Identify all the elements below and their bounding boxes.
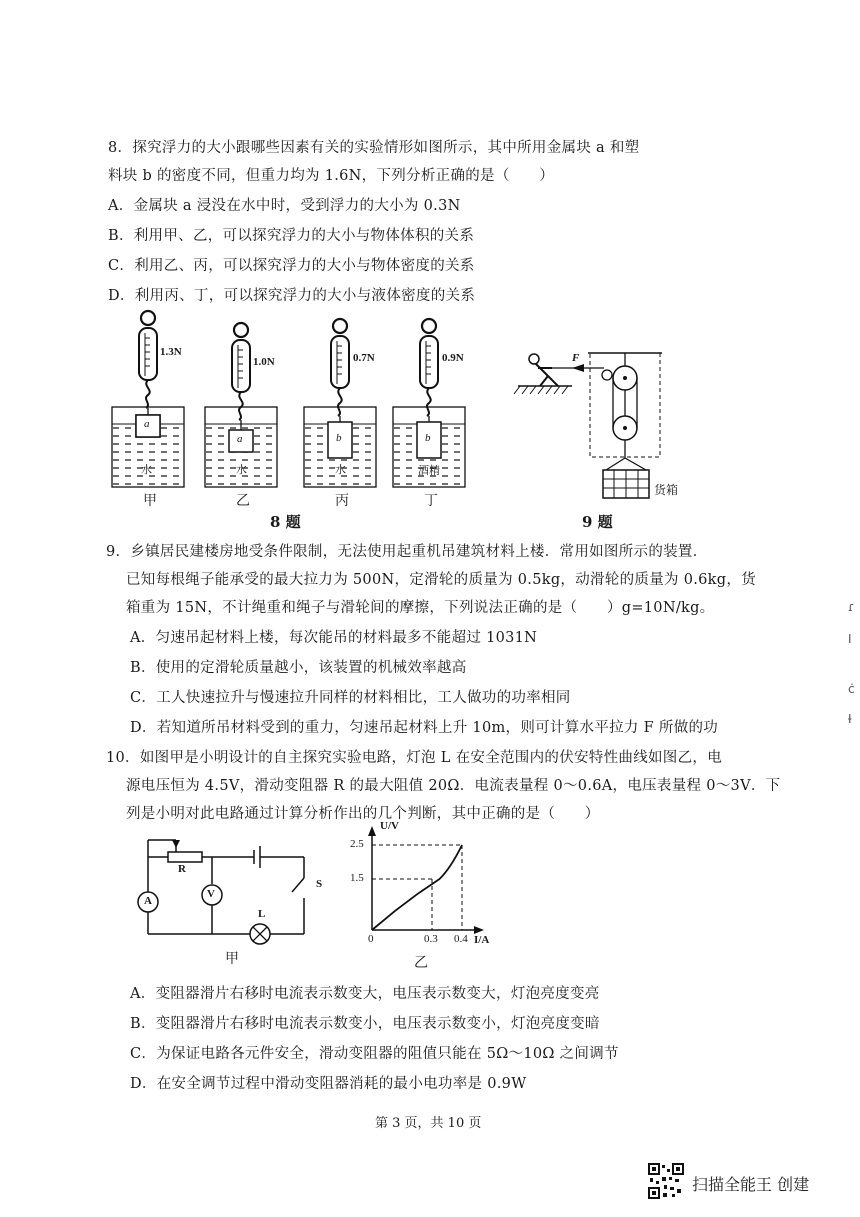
q9-option-b: B．使用的定滑轮质量越小，该装置的机械效率越高 <box>130 660 467 676</box>
caption-yi: 乙 <box>236 493 250 509</box>
graph-xtick-0-4: 0.4 <box>454 933 468 945</box>
switch-label: S <box>316 878 323 890</box>
q8-option-c: C．利用乙、丙，可以探究浮力的大小与物体密度的关系 <box>108 258 475 274</box>
qr-code-icon <box>648 1163 684 1199</box>
voltmeter-label: V <box>207 888 215 900</box>
q8-stem-line2: 料块 b 的密度不同，但重力均为 1.6N，下列分析正确的是（ ） <box>108 168 555 184</box>
page-footer: 第 3 页，共 10 页 <box>375 1116 482 1131</box>
graph-ylabel: U/V <box>380 820 399 832</box>
q10-option-d: D．在安全调节过程中滑动变阻器消耗的最小电功率是 0.9W <box>130 1076 527 1092</box>
q10-stem-line1: 10．如图甲是小明设计的自主探究实验电路，灯泡 L 在安全范围内的伏安特性曲线如图乙，电 <box>106 750 722 766</box>
q9-option-d: D．若知道所吊材料受到的重力，匀速吊起材料上升 10m，则可计算水平拉力 F 所做的功 <box>130 720 719 736</box>
q10-option-c: C．为保证电路各元件安全，滑动变阻器的阻值只能在 5Ω～10Ω 之间调节 <box>130 1046 619 1062</box>
q10-option-b: B．变阻器滑片右移时电流表示数变小，电压表示数变小，灯泡亮度变暗 <box>130 1016 600 1032</box>
edge-mark-1: ɾ <box>848 600 855 614</box>
q9-option-c: C．工人快速拉升与慢速拉升同样的材料相比，工人做功的功率相同 <box>130 690 571 706</box>
block-b-3: b <box>336 432 342 444</box>
scale-4-reading: 0.9N <box>442 352 464 364</box>
q10-iv-graph <box>368 826 484 934</box>
scale-1-reading: 1.3N <box>160 346 182 358</box>
q9-figure-caption: 9 题 <box>582 513 613 531</box>
scanner-brand: 扫描全能王 创建 <box>692 1175 810 1194</box>
q10-stem-line3: 列是小明对此电路通过计算分析作出的几个判断，其中正确的是（ ） <box>126 806 600 822</box>
q9-stem-line2: 已知每根绳子能承受的最大拉力为 500N，定滑轮的质量为 0.5kg，动滑轮的质量为 0.6kg，货 <box>126 572 756 588</box>
q8-option-a: A．金属块 a 浸没在水中时，受到浮力的大小为 0.3N <box>108 198 461 214</box>
crate-label: 货箱 <box>654 483 679 497</box>
q10-option-a: A．变阻器滑片右移时电流表示数变大，电压表示数变大，灯泡亮度变亮 <box>130 986 600 1002</box>
ammeter-label: A <box>144 895 152 907</box>
force-label: F <box>572 352 580 364</box>
graph-caption: 乙 <box>414 955 428 971</box>
q9-stem-line3: 箱重为 15N，不计绳重和绳子与滑轮间的摩擦，下列说法正确的是（ ）g=10N/kg。 <box>126 600 715 616</box>
block-a-1: a <box>144 418 150 430</box>
resistor-label: R <box>178 863 186 875</box>
graph-xtick-0-3: 0.3 <box>424 933 438 945</box>
q9-stem-line1: 9．乡镇居民建楼房地受条件限制，无法使用起重机吊建筑材料上楼．常用如图所示的装置． <box>106 544 708 560</box>
graph-ytick-1-5: 1.5 <box>350 872 364 884</box>
liquid-1: 水 <box>141 464 152 476</box>
iv-curve <box>372 845 462 930</box>
edge-mark-4: Ɨ <box>848 712 852 726</box>
caption-ding: 丁 <box>424 493 438 509</box>
liquid-2: 水 <box>236 464 247 476</box>
block-b-4: b <box>425 432 431 444</box>
q8-option-d: D．利用丙、丁，可以探究浮力的大小与液体密度的关系 <box>108 288 476 304</box>
q9-option-a: A．匀速吊起材料上楼，每次能吊的材料最多不能超过 1031N <box>130 630 538 646</box>
caption-bing: 丙 <box>335 493 349 509</box>
q9-pulley-figure <box>514 353 662 498</box>
q10-circuit-diagram <box>138 840 304 944</box>
q8-stem-line1: 8．探究浮力的大小跟哪些因素有关的实验情形如图所示，其中所用金属块 a 和塑 <box>108 140 640 156</box>
graph-xlabel: I/A <box>474 934 490 946</box>
liquid-3: 水 <box>335 464 346 476</box>
q10-stem-line2: 源电压恒为 4.5V，滑动变阻器 R 的最大阻值 20Ω．电流表量程 0～0.6A，电压表量程 0～3V．下 <box>126 778 781 794</box>
edge-mark-2: I <box>848 632 852 646</box>
scale-3-reading: 0.7N <box>353 352 375 364</box>
q8-option-b: B．利用甲、乙，可以探究浮力的大小与物体体积的关系 <box>108 228 475 244</box>
liquid-4: 酒精 <box>418 465 440 477</box>
q8-figure-caption: 8 题 <box>270 513 301 531</box>
block-a-2: a <box>237 433 243 445</box>
scale-2-reading: 1.0N <box>253 356 275 368</box>
graph-ytick-2-5: 2.5 <box>350 838 364 850</box>
caption-jia: 甲 <box>143 493 157 509</box>
graph-origin: 0 <box>368 933 374 945</box>
lamp-label: L <box>258 908 266 920</box>
circuit-caption: 甲 <box>225 951 239 967</box>
edge-mark-3: ċ <box>848 682 855 696</box>
